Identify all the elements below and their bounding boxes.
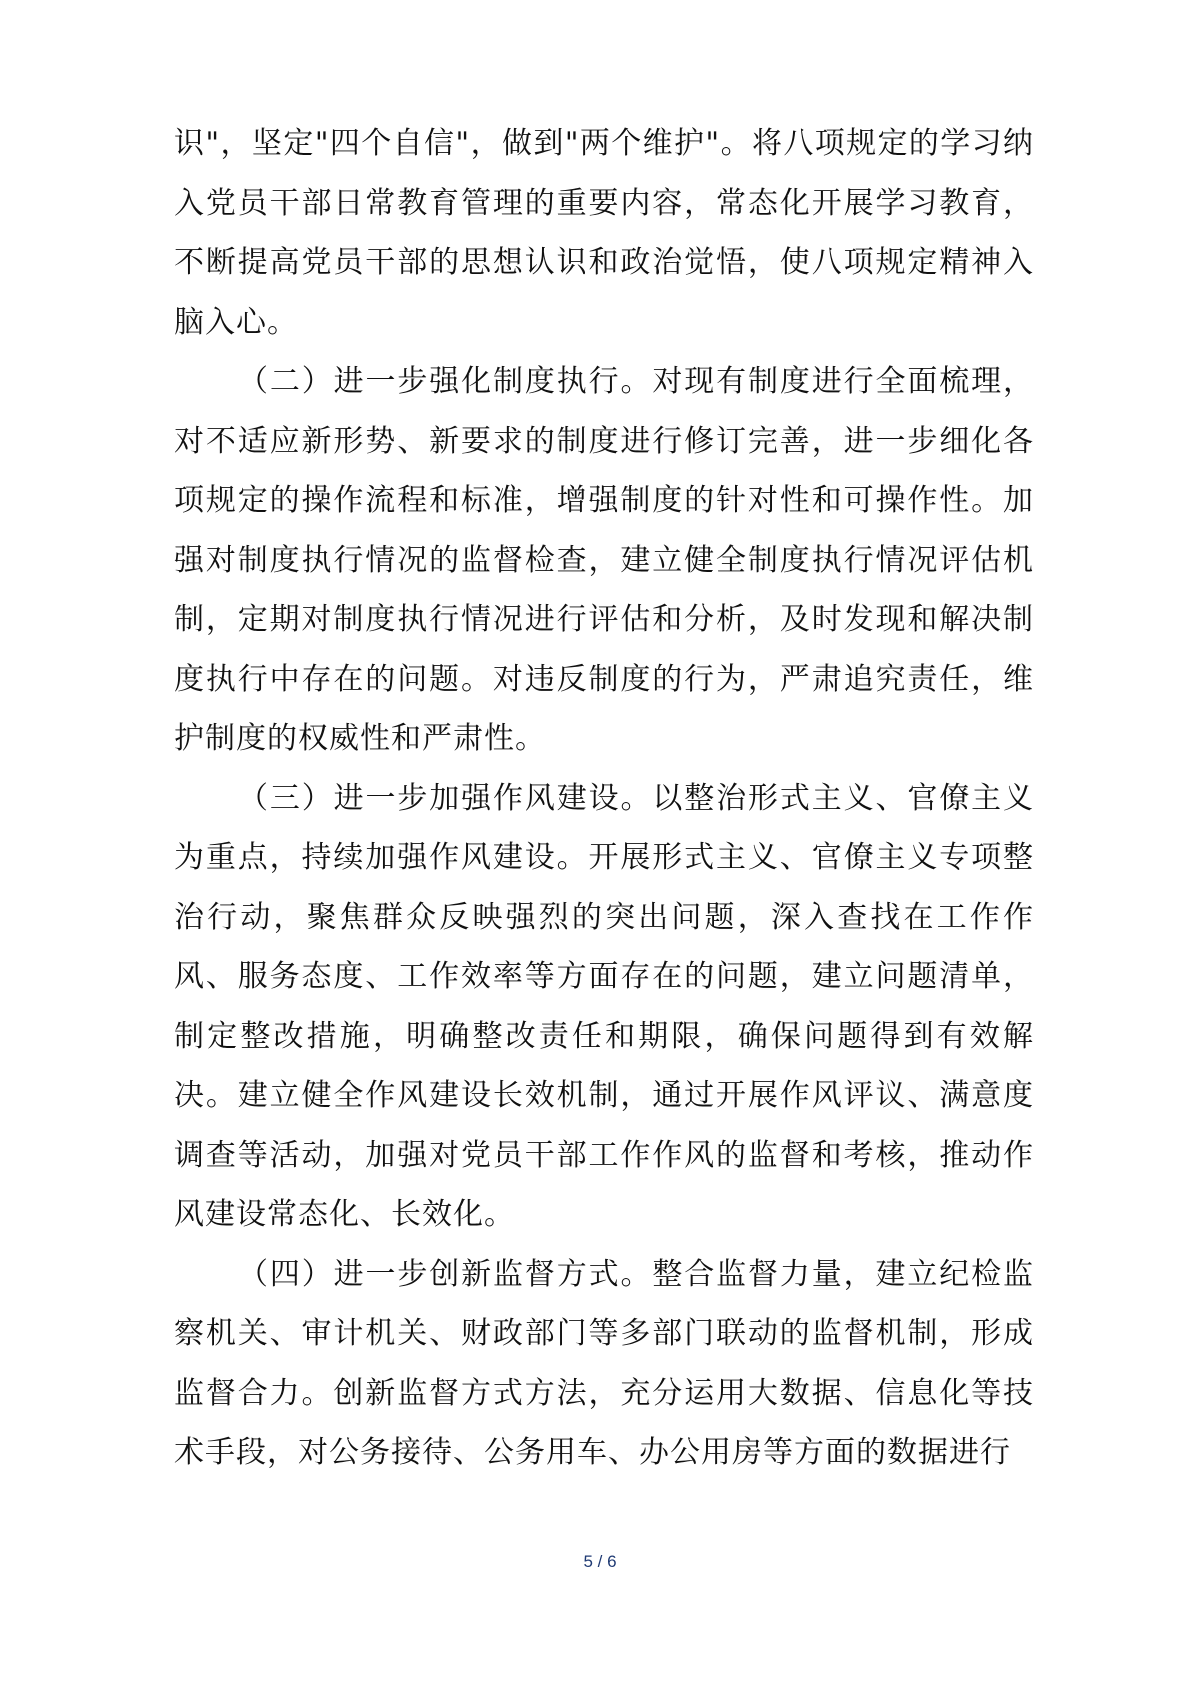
- paragraph-institution-enforcement: （二）进一步强化制度执行。对现有制度进行全面梳理，对不适应新形势、新要求的制度进行修订完善，进一步细化各项规定的操作流程和标准，增强制度的针对性和可操作性。加强对制度执行情况的监督检查，建立健全制度执行情况评估机制，定期对制度执行情况进行评估和分析，及时发现和解决制度执行中存在的问题。对违反制度的行为，严肃追究责任，维护制度的权威性和严肃性。: [174, 364, 1034, 756]
- paragraph-supervision-methods: （四）进一步创新监督方式。整合监督力量，建立纪检监察机关、审计机关、财政部门等多部门联动的监督机制，形成监督合力。创新监督方式方法，充分运用大数据、信息化等技术手段，对公务接待、公务用车、办公用房等方面的数据进行: [174, 1256, 1034, 1470]
- paragraph-continuation: 识"，坚定"四个自信"，做到"两个维护"。将八项规定的学习纳入党员干部日常教育管理的重要内容，常态化开展学习教育，不断提高党员干部的思想认识和政治觉悟，使八项规定精神入脑入心。: [174, 126, 1034, 340]
- document-body: [174, 114, 1034, 1483]
- page-number: 5 / 6: [583, 1552, 617, 1571]
- paragraph-work-style: （三）进一步加强作风建设。以整治形式主义、官僚主义为重点，持续加强作风建设。开展形式主义、官僚主义专项整治行动，聚焦群众反映强烈的突出问题，深入查找在工作作风、服务态度、工作效率等方面存在的问题，建立问题清单，制定整改措施，明确整改责任和期限，确保问题得到有效解决。建立健全作风建设长效机制，通过开展作风评议、满意度调查等活动，加强对党员干部工作作风的监督和考核，推动作风建设常态化、长效化。: [174, 780, 1034, 1232]
